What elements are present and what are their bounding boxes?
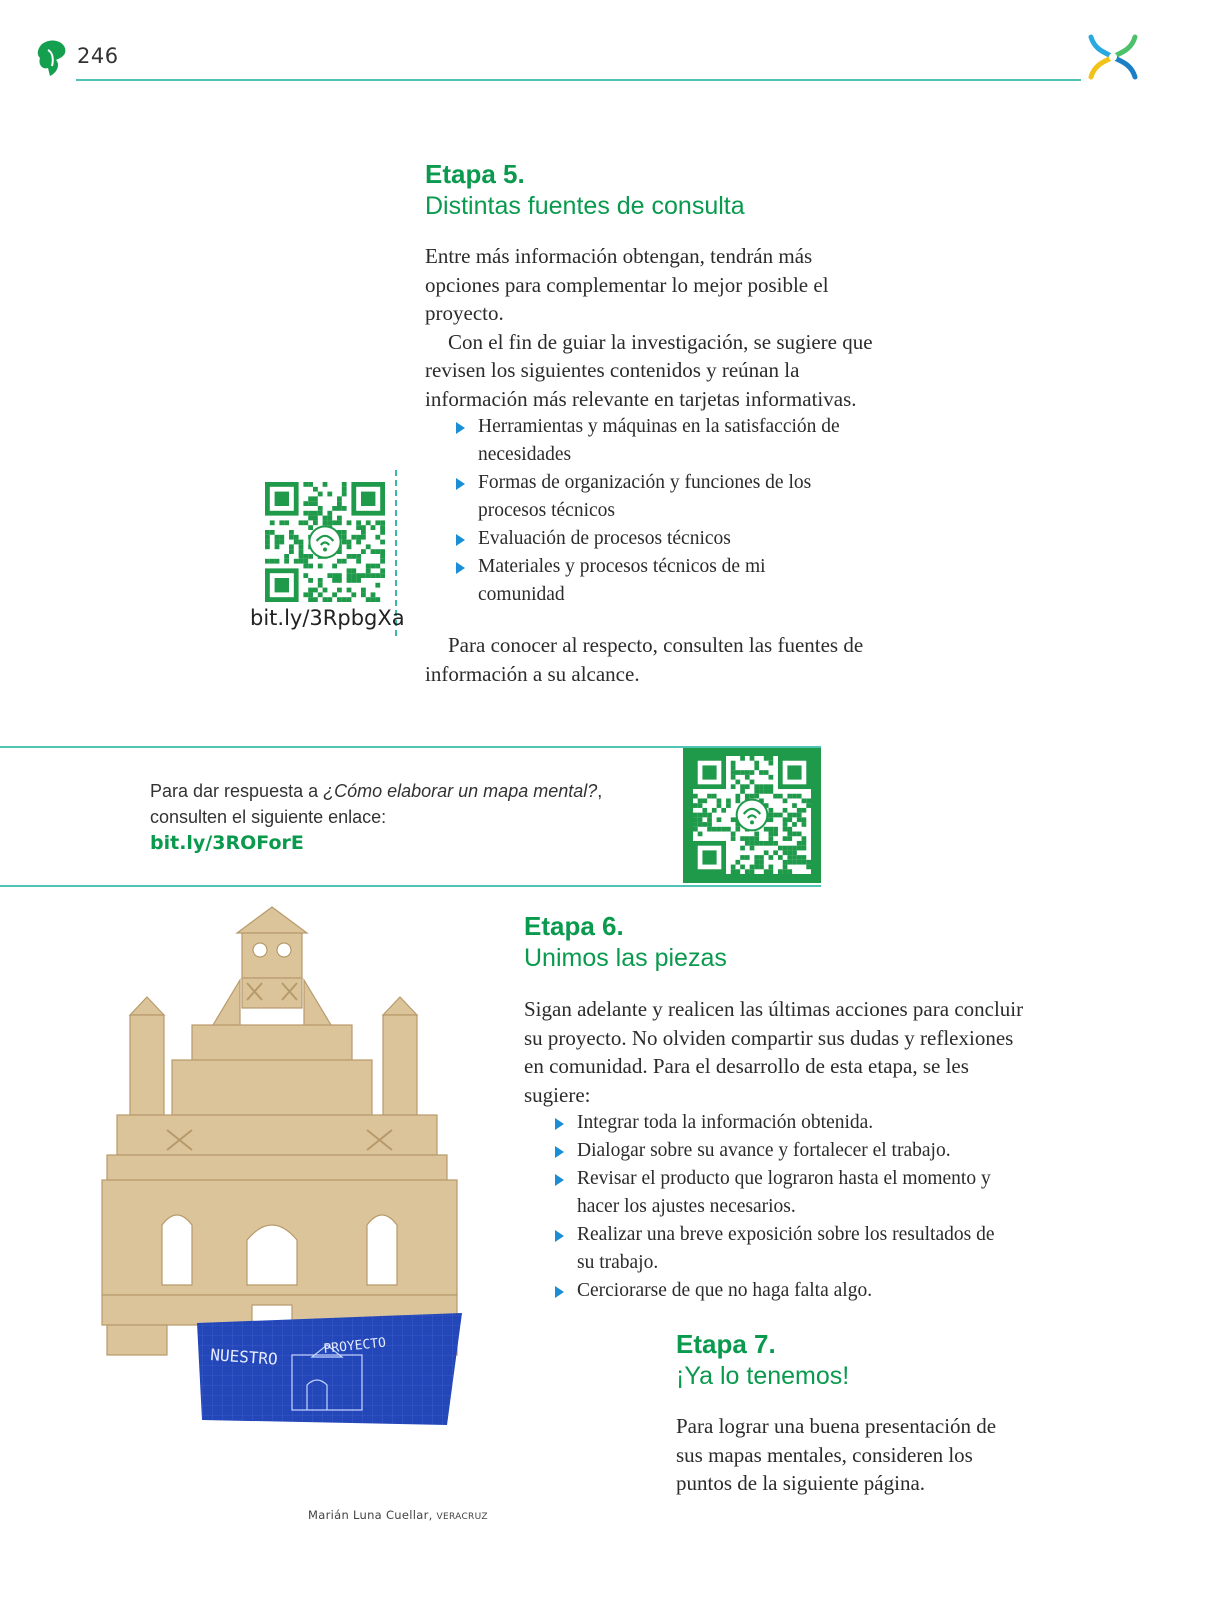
etapa6-bullet-list [551, 1109, 1011, 1305]
blueprint-label-right: PROYECTO [322, 1335, 387, 1357]
etapa7-body [676, 1412, 1016, 1498]
list-item: Materiales y procesos técnicos de mi comunidad [452, 553, 852, 609]
etapa6-title: Etapa 6. [524, 911, 624, 941]
list-item: Formas de organización y funciones de los procesos técnicos [452, 469, 852, 525]
illustration-credit [308, 1508, 488, 1522]
blueprint-label-left: NUESTRO [209, 1345, 279, 1369]
leaf-icon [36, 38, 68, 78]
etapa5-subtitle: Distintas fuentes de consulta [425, 192, 745, 220]
info-band-question: ¿Cómo elaborar un mapa mental? [323, 781, 598, 801]
etapa7-heading [676, 1328, 1056, 1392]
etapa6-subtitle: Unimos las piezas [524, 944, 727, 972]
info-band-text [150, 778, 670, 856]
etapa5-body [425, 242, 875, 688]
credit-state: VERACRUZ [436, 1512, 488, 1522]
info-band-text-before: Para dar respuesta a [150, 781, 324, 801]
etapa5-title: Etapa 5. [425, 159, 525, 189]
qr-code-2[interactable] [693, 756, 811, 874]
etapa5-paragraph-3: Para conocer al respecto, consulten las fuentes de información a su alcance. [425, 633, 864, 686]
etapa5-heading [425, 158, 885, 222]
etapa7-title: Etapa 7. [676, 1329, 776, 1359]
etapa6-paragraph-1: Sigan adelante y realicen las últimas acciones para concluir su proyecto. No olviden compartir sus dudas y reflexiones en comunidad. Para el desarrollo de esta etapa, se les sugiere: [524, 997, 1024, 1107]
qr-link-1[interactable]: bit.ly/3RpbgXa [250, 606, 405, 630]
etapa6-body [524, 995, 1034, 1305]
etapa5-paragraph-2: Con el fin de guiar la investigación, se sugiere que revisen los siguientes contenidos y reúnan la información más relevante en tarjetas informativas. [425, 329, 873, 411]
etapa5-bullet-list [452, 413, 852, 609]
header-rule [76, 79, 1081, 81]
list-item: Cerciorarse de que no haga falta algo. [551, 1277, 1011, 1305]
list-item: Dialogar sobre su avance y fortalecer el trabajo. [551, 1137, 1011, 1165]
list-item: Evaluación de procesos técnicos [452, 525, 852, 553]
qr-code-1[interactable] [265, 482, 385, 602]
etapa7-subtitle: ¡Ya lo tenemos! [676, 1362, 850, 1390]
credit-name: Marián Luna Cuellar, [308, 1508, 437, 1522]
list-item: Herramientas y máquinas en la satisfacción de necesidades [452, 413, 852, 469]
page-number: 246 [77, 44, 119, 68]
etapa6-heading [524, 910, 1004, 974]
info-band-link[interactable]: bit.ly/3ROForE [150, 832, 304, 854]
etapa7-paragraph-1: Para lograr una buena presentación de sus mapas mentales, consideren los puntos de la siguiente página. [676, 1414, 997, 1495]
info-band-text-after: , consulten el siguiente enlace: [150, 781, 603, 827]
list-item: Realizar una breve exposición sobre los resultados de su trabajo. [551, 1221, 1011, 1277]
list-item: Revisar el producto que lograron hasta el momento y hacer los ajustes necesarios. [551, 1165, 1011, 1221]
program-logo-icon [1087, 31, 1139, 83]
etapa5-paragraph-1: Entre más información obtengan, tendrán más opciones para complementar lo mejor posible el proyecto. [425, 244, 829, 325]
block-castle-illustration [92, 905, 472, 1435]
list-item: Integrar toda la información obtenida. [551, 1109, 1011, 1137]
